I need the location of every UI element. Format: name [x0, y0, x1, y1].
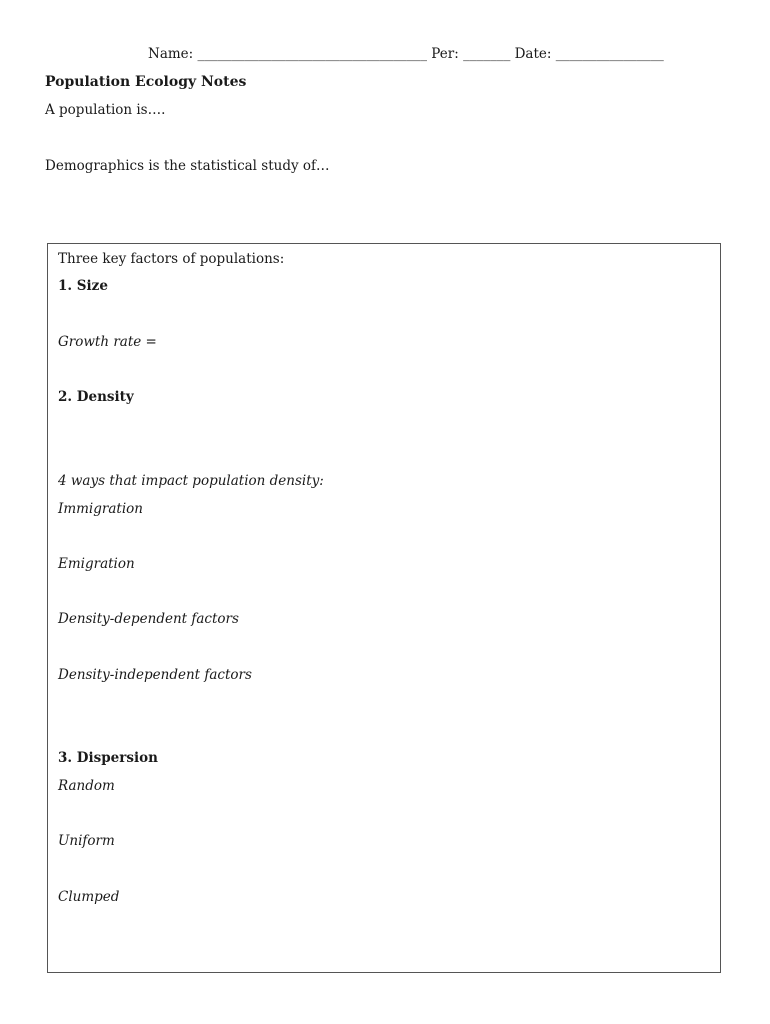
per-blank: _______	[463, 46, 511, 62]
factors-intro: Three key factors of populations:	[58, 251, 285, 267]
page-title: Population Ecology Notes	[45, 74, 247, 90]
header-line	[148, 46, 664, 62]
dispersion-type-item: Clumped	[58, 889, 120, 905]
density-ways-intro: 4 ways that impact population density:	[58, 473, 324, 489]
size-heading: 1. Size	[58, 278, 108, 294]
density-way-item: Emigration	[58, 556, 135, 572]
key-factors-box	[47, 243, 721, 973]
per-label: Per:	[431, 46, 459, 62]
dispersion-type-item: Uniform	[58, 833, 115, 849]
dispersion-type-item: Random	[58, 778, 115, 794]
growth-rate-label: Growth rate =	[58, 334, 157, 350]
date-label: Date:	[514, 46, 552, 62]
name-label: Name:	[148, 46, 194, 62]
density-way-item: Immigration	[58, 501, 143, 517]
density-way-item: Density-independent factors	[58, 667, 252, 683]
date-blank: ________________	[555, 46, 664, 62]
dispersion-heading: 3. Dispersion	[58, 750, 158, 766]
name-blank: __________________________________	[197, 46, 427, 62]
density-heading: 2. Density	[58, 389, 134, 405]
population-prompt: A population is….	[45, 102, 166, 118]
density-way-item: Density-dependent factors	[58, 611, 239, 627]
demographics-prompt: Demographics is the statistical study of…	[45, 158, 330, 174]
